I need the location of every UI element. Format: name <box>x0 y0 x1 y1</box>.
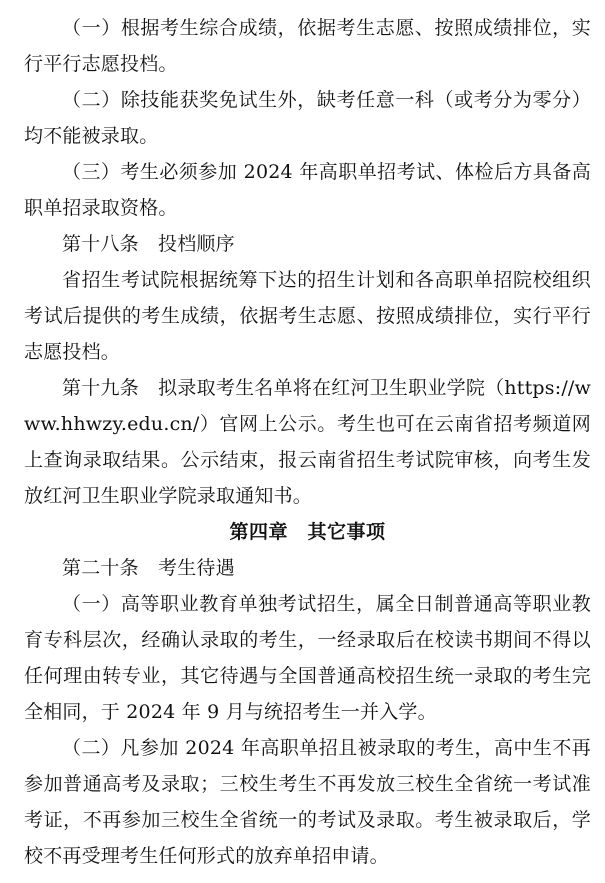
article-18-title: 第十八条 投档顺序 <box>62 233 235 255</box>
article-19-paragraph: 第十九条 拟录取考生名单将在红河卫生职业学院（https://www.hhwzy.edu.cn/）官网上公示。考生也可在云南省招考频道网上查询录取结果。公示结束，报云南省招生考试院审核，向考生发放红河卫生职业学院录取通知书。 <box>24 377 591 507</box>
article-20-clause-2: （二）凡参加 2024 年高职单招且被录取的考生，高中生不再参加普通高考及录取；三校生考生不再发放三校生全省统一考试准考证，不再参加三校生全省统一的考试及录取。考生被录取后，学校不再受理考生任何形式的放弃单招申请。 <box>24 737 591 867</box>
article-20-title: 第二十条 考生待遇 <box>62 557 235 579</box>
clause-2-paragraph: （二）除技能获奖免试生外，缺考任意一科（或考分为零分）均不能被录取。 <box>24 89 591 147</box>
article-20-clause-1: （一）高等职业教育单独考试招生，属全日制普通高等职业教育专科层次，经确认录取的考生，一经录取后在校读书期间不得以任何理由转专业，其它待遇与全国普通高校招生统一录取的考生完全相同，于 2024 年 9 月与统招考生一并入学。 <box>24 593 591 723</box>
article-18-body: 省招生考试院根据统筹下达的招生计划和各高职单招院校组织考试后提供的考生成绩，依据考生志愿、按照成绩排位，实行平行志愿投档。 <box>24 269 591 363</box>
chapter-4-heading: 第四章 其它事项 <box>229 521 386 543</box>
clause-3-paragraph: （三）考生必须参加 2024 年高职单招考试、体检后方具备高职单招录取资格。 <box>24 161 591 219</box>
clause-1-paragraph: （一）根据考生综合成绩，依据考生志愿、按照成绩排位，实行平行志愿投档。 <box>24 17 591 75</box>
